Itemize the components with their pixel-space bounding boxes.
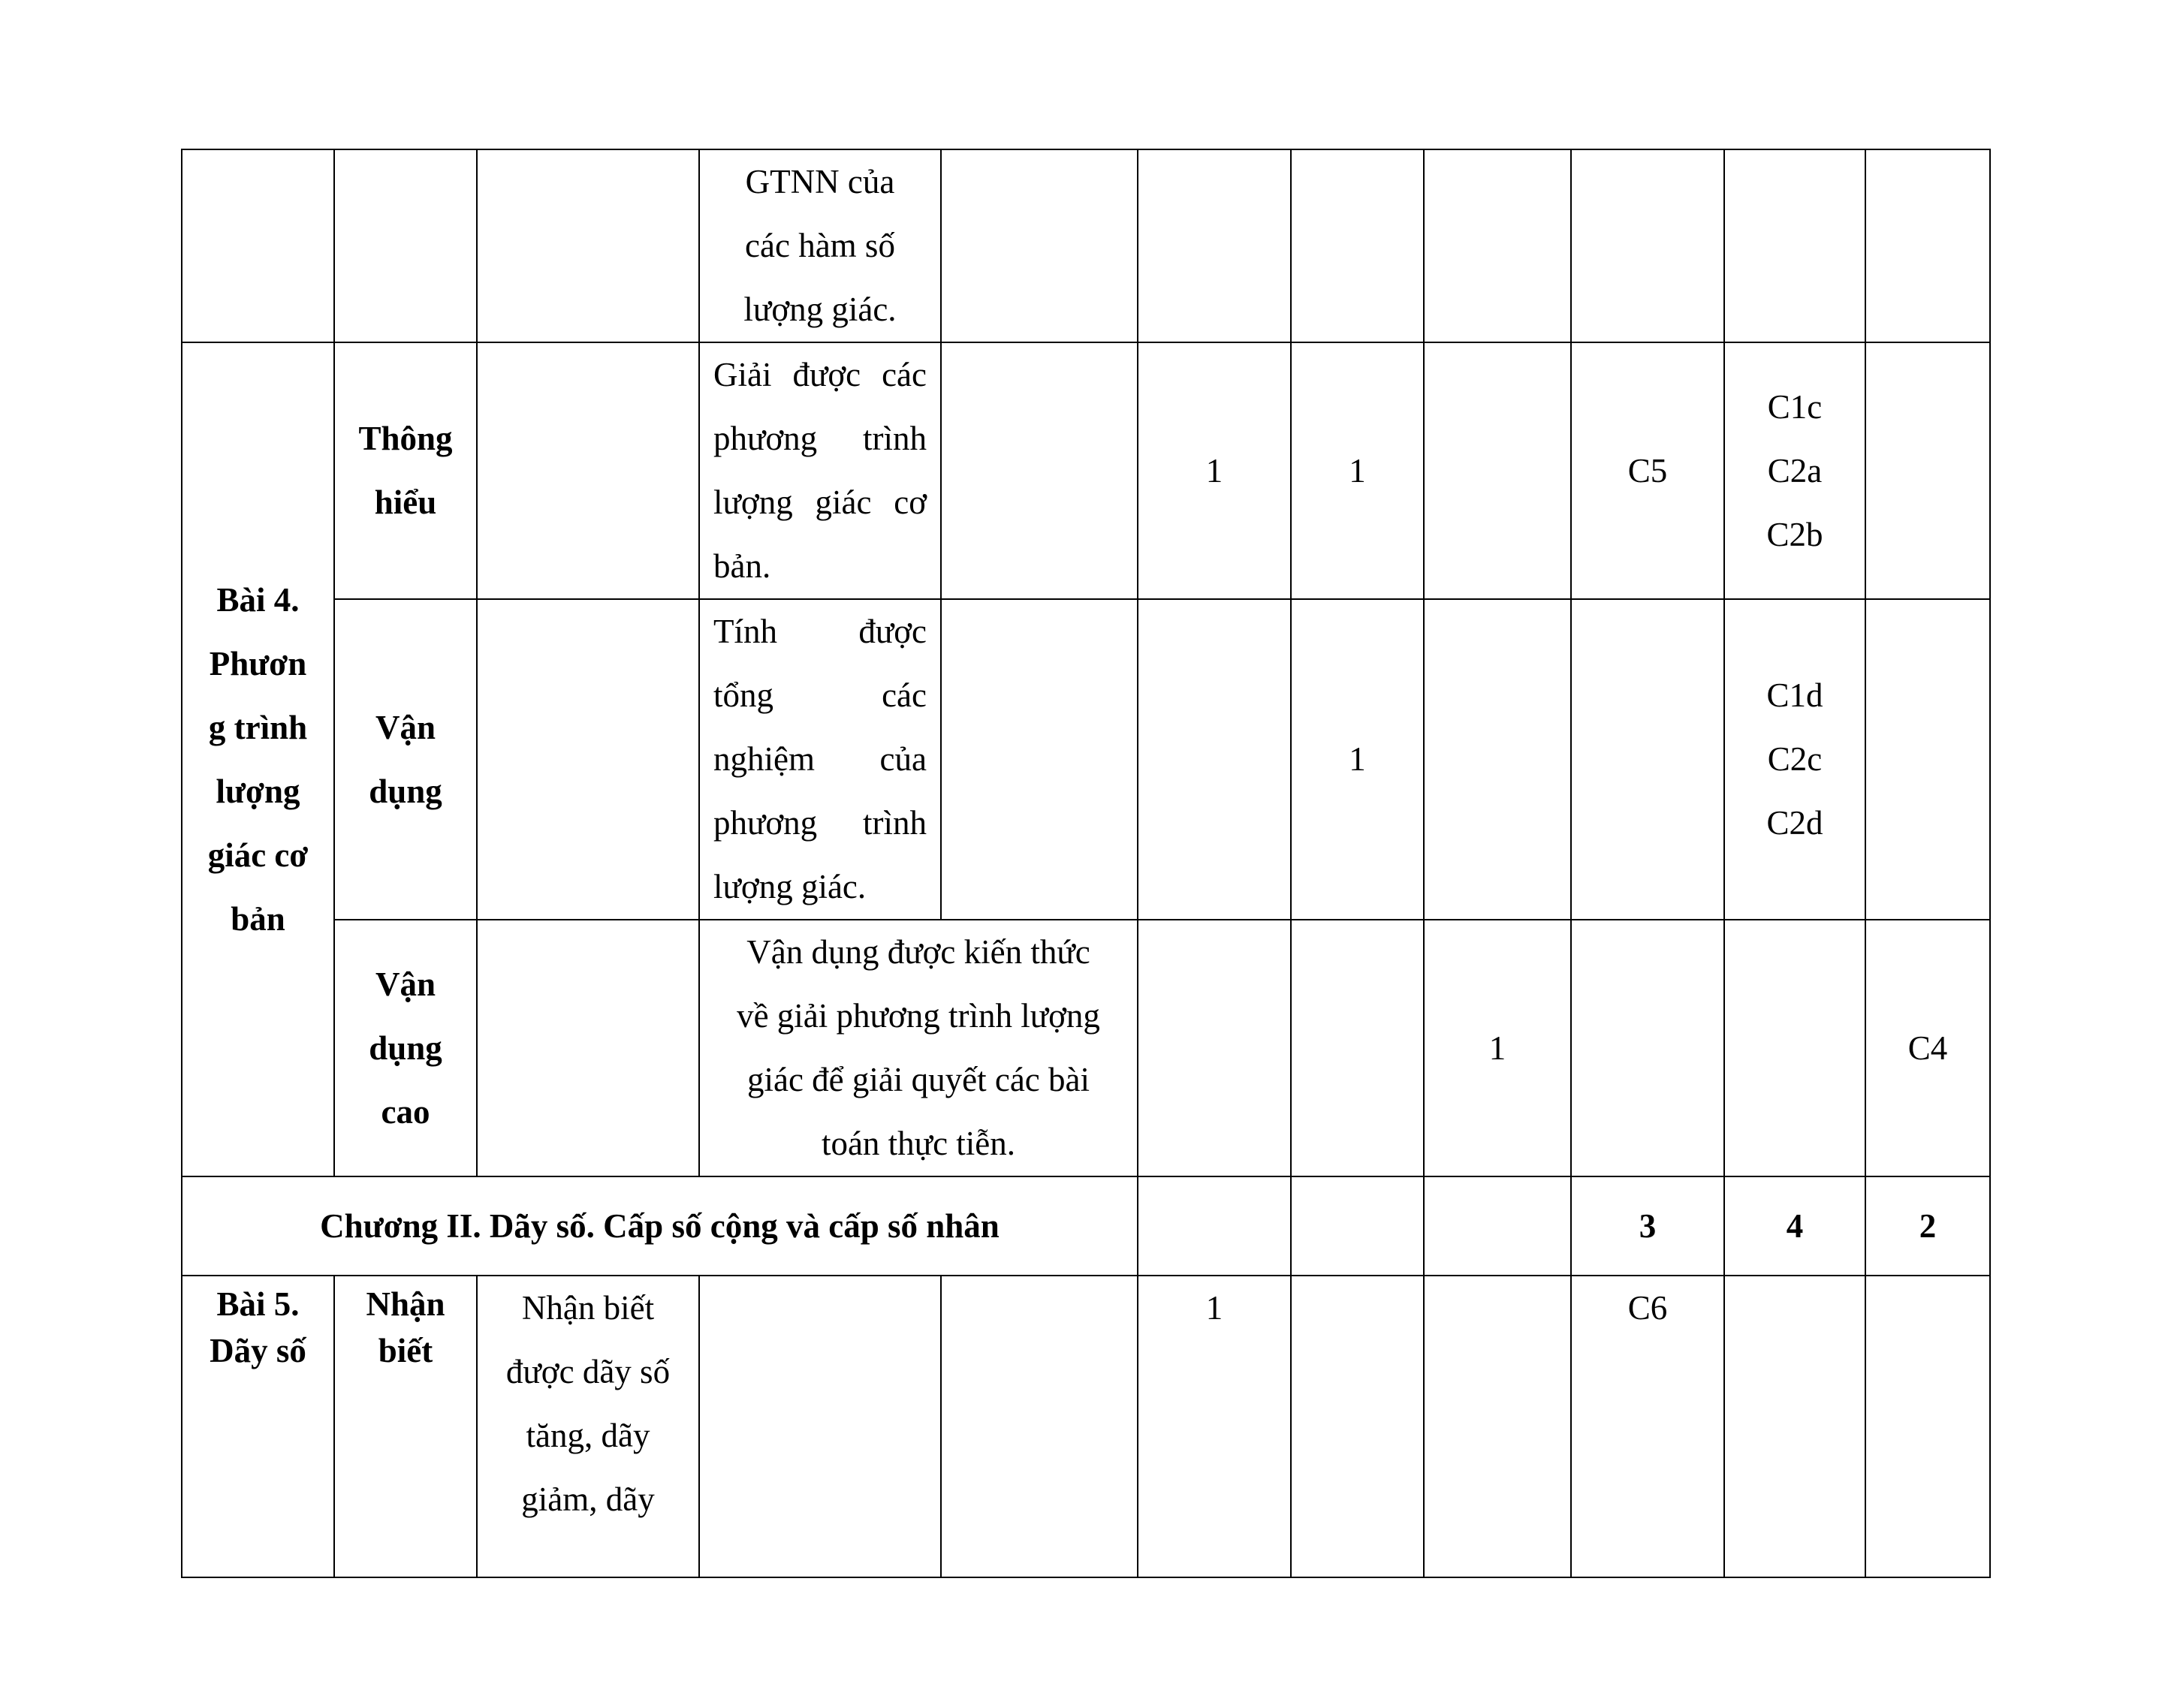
question-cell	[1724, 920, 1865, 1176]
level-line: biết	[378, 1332, 433, 1369]
chapter-title: Chương II. Dãy số. Cấp số cộng và cấp số nhân	[182, 1176, 1138, 1276]
question-total-cell: 4	[1724, 1176, 1865, 1276]
content-cell	[477, 342, 699, 599]
table-row	[182, 920, 1990, 1176]
count-cell: 1	[1138, 1276, 1291, 1577]
lesson-title-line: Bài 5.	[216, 1285, 300, 1323]
description-cell	[699, 1276, 941, 1577]
question-cell	[1865, 1276, 1990, 1577]
lesson-title-line: lượng	[216, 772, 300, 810]
description-line: giác để giải quyết các bài	[746, 1061, 1090, 1098]
lesson-title-line: Phươn	[209, 644, 307, 682]
count-cell	[1291, 920, 1424, 1176]
table-row	[182, 1276, 1990, 1577]
question-ref: C2c	[1767, 740, 1823, 778]
count-cell	[1291, 1176, 1424, 1276]
question-ref: C2b	[1766, 515, 1823, 553]
question-cell: C5	[1571, 342, 1724, 599]
content-line: được dãy số	[505, 1353, 671, 1390]
count-cell	[1291, 149, 1424, 342]
question-cell	[1865, 149, 1990, 342]
content-line: tăng, dãy	[526, 1417, 650, 1454]
question-cell	[1571, 599, 1724, 920]
blank-cell	[941, 342, 1138, 599]
content-line: Nhận biết	[521, 1289, 655, 1327]
description-line: phương trình	[713, 804, 927, 842]
count-cell	[1424, 1276, 1571, 1577]
question-cell: C4	[1865, 920, 1990, 1176]
description-line: Giải được các	[713, 356, 927, 393]
count-cell: 1	[1291, 342, 1424, 599]
description-line: Vận dụng được kiến thức	[746, 933, 1090, 971]
description-cell	[699, 149, 941, 342]
level-line: Vận	[375, 708, 436, 746]
content-cell	[477, 1276, 699, 1577]
description-line: GTNN của	[745, 163, 895, 200]
blank-cell	[941, 149, 1138, 342]
count-cell	[1424, 1176, 1571, 1276]
count-cell: 1	[1424, 920, 1571, 1176]
description-cell	[699, 920, 1138, 1176]
blank-cell	[941, 1276, 1138, 1577]
content-cell	[477, 599, 699, 920]
description-line: lượng giác cơ	[713, 483, 927, 521]
level-line: cao	[381, 1092, 430, 1131]
level-cell	[334, 599, 477, 920]
question-cell	[1724, 149, 1865, 342]
question-cell	[1724, 1276, 1865, 1577]
description-cell	[699, 342, 941, 599]
count-cell: 1	[1291, 599, 1424, 920]
count-cell	[1138, 599, 1291, 920]
count-cell	[1138, 920, 1291, 1176]
level-line: Thông	[358, 420, 453, 457]
description-line: bản.	[713, 547, 771, 585]
question-ref: C1d	[1766, 676, 1823, 714]
question-ref: C2a	[1767, 451, 1823, 490]
table-row	[182, 599, 1990, 920]
level-line: dụng	[369, 1029, 442, 1067]
lesson-title-line: bản	[231, 899, 285, 938]
count-cell: 1	[1138, 342, 1291, 599]
question-total-cell: 2	[1865, 1176, 1990, 1276]
chapter-row	[182, 1176, 1990, 1276]
description-cell	[699, 599, 941, 920]
blank-cell	[941, 599, 1138, 920]
question-cell	[1724, 599, 1865, 920]
count-cell	[1424, 342, 1571, 599]
question-cell	[1865, 342, 1990, 599]
description-line: phương trình	[713, 420, 927, 457]
level-line: dụng	[369, 772, 442, 810]
description-line: tổng các	[713, 676, 927, 714]
question-cell	[1571, 920, 1724, 1176]
description-line: toán thực tiễn.	[821, 1125, 1016, 1162]
count-cell	[1138, 1176, 1291, 1276]
count-cell	[1138, 149, 1291, 342]
description-line: các hàm số	[745, 227, 895, 264]
question-total-cell: 3	[1571, 1176, 1724, 1276]
description-line: lượng giác.	[713, 868, 867, 905]
lesson-title-line: Bài 4.	[216, 580, 300, 619]
count-cell	[1424, 149, 1571, 342]
level-line: Nhận	[366, 1285, 445, 1323]
description-line: về giải phương trình lượng	[737, 997, 1100, 1035]
content-cell	[477, 920, 699, 1176]
level-cell	[334, 342, 477, 599]
table-row	[182, 342, 1990, 599]
lesson-title-line: g trình	[208, 708, 308, 746]
description-line: nghiệm của	[713, 740, 927, 778]
lesson-title-line: giác cơ	[207, 836, 309, 874]
level-line: Vận	[375, 965, 436, 1003]
description-line: lượng giác.	[743, 291, 897, 328]
question-ref: C1c	[1767, 387, 1823, 426]
level-cell	[334, 920, 477, 1176]
content-line: giảm, dãy	[521, 1481, 655, 1518]
description-line: Tính được	[713, 613, 927, 650]
question-ref: C2d	[1766, 804, 1823, 842]
level-cell	[334, 1276, 477, 1577]
lesson-title-line: Dãy số	[210, 1332, 306, 1369]
question-cell	[1724, 342, 1865, 599]
question-cell: C6	[1571, 1276, 1724, 1577]
lesson-cell	[182, 149, 334, 342]
table-row	[182, 149, 1990, 342]
question-cell	[1865, 599, 1990, 920]
question-cell	[1571, 149, 1724, 342]
content-cell	[477, 149, 699, 342]
count-cell	[1424, 599, 1571, 920]
count-cell	[1291, 1276, 1424, 1577]
lesson-title-cell	[182, 1276, 334, 1577]
level-cell	[334, 149, 477, 342]
question-matrix-table	[181, 149, 1991, 1578]
lesson-title-cell	[182, 342, 334, 1176]
level-line: hiểu	[374, 483, 437, 521]
